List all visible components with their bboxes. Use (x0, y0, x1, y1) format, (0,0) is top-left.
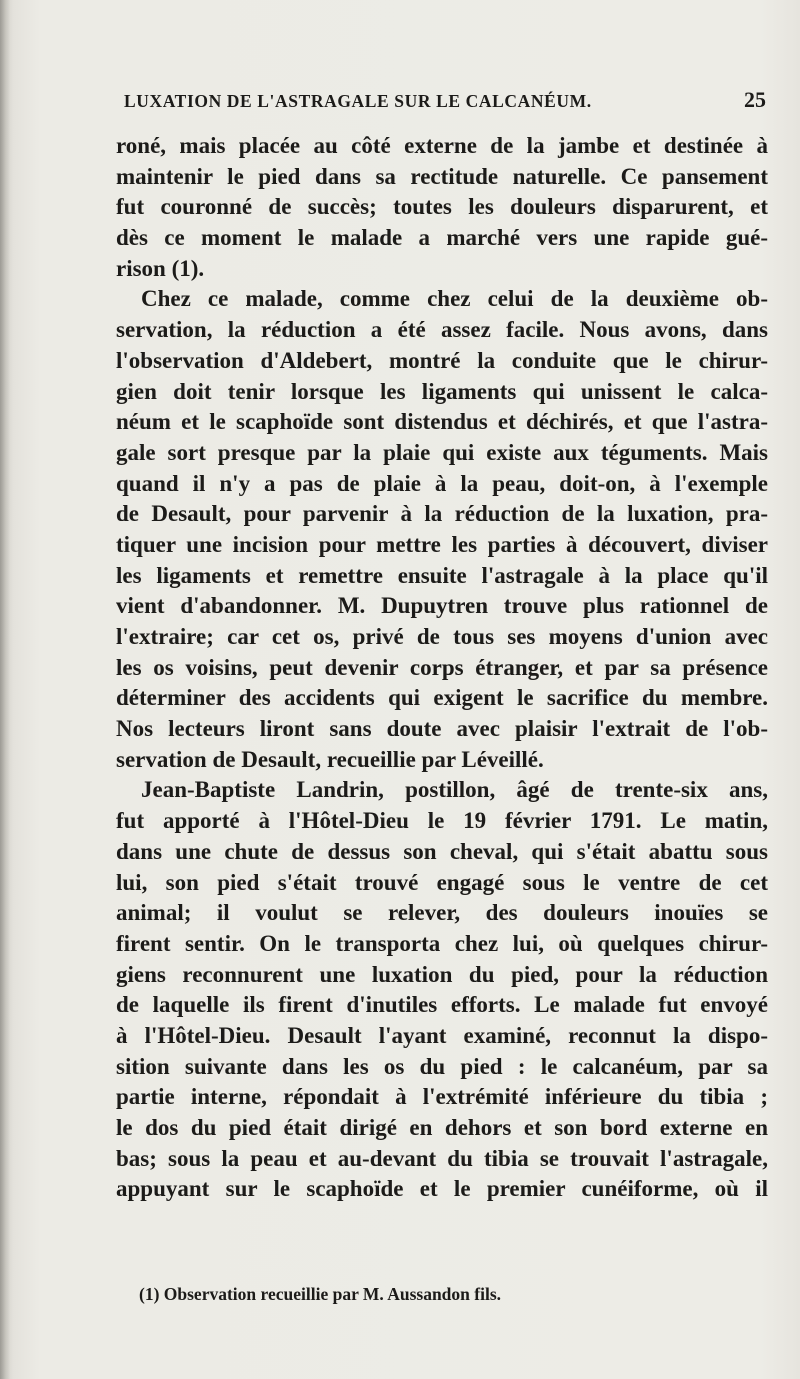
text-line: roné, mais placée au côté externe de la jambe et destinée à (116, 133, 768, 158)
text-line: Chez ce malade, comme chez celui de la deuxième ob- (141, 286, 768, 312)
text-line: Nos lecteurs liront sans doute avec plaisir l'extrait de l'ob- (116, 716, 768, 742)
page-gutter-shadow (0, 0, 10, 1379)
text-line: gien doit tenir lorsque les ligaments qui unissent le calca- (116, 378, 768, 404)
text-line: firent sentir. On le transporta chez lui, où quelques chirur- (116, 930, 768, 956)
text-line: Jean-Baptiste Landrin, postillon, âgé de trente-six ans, (141, 777, 768, 803)
text-line: tiquer une incision pour mettre les parties à découvert, diviser (116, 531, 768, 557)
text-line: dès ce moment le malade a marché vers une rapide gué- (116, 225, 768, 251)
text-line: l'extraire; car cet os, privé de tous ses moyens d'union avec (116, 624, 768, 649)
running-title: LUXATION DE L'ASTRAGALE SUR LE CALCANÉUM. (124, 91, 592, 111)
text-line: à l'Hôtel-Dieu. Desault l'ayant examiné, reconnut la dispo- (116, 1022, 768, 1048)
text-line: rison (1). (116, 255, 205, 281)
text-line: vient d'abandonner. M. Dupuytren trouve plus rationnel de (116, 593, 768, 619)
text-line: fut apporté à l'Hôtel-Dieu le 19 février 1791. Le matin, (116, 808, 768, 834)
text-line: partie interne, répondait à l'extrémité inférieure du tibia ; (116, 1084, 768, 1110)
text-line: déterminer des accidents qui exigent le sacrifice du membre. (116, 685, 768, 711)
text-line: giens reconnurent une luxation du pied, pour la réduction (116, 961, 768, 987)
page-number: 25 (744, 87, 766, 112)
text-line: les ligaments et remettre ensuite l'astragale à la place qu'il (116, 562, 768, 588)
running-header (124, 87, 766, 121)
text-line: sition suivante dans les os du pied : le calcanéum, par sa (116, 1053, 768, 1079)
text-line: dans une chute de dessus son cheval, qui s'était abattu sous (116, 838, 768, 864)
text-line: de laquelle ils firent d'inutiles efforts. Le malade fut envoyé (116, 992, 768, 1018)
text-line: le dos du pied était dirigé en dehors et son bord externe en (116, 1115, 768, 1140)
text-line: l'observation d'Aldebert, montré la conduite que le chirur- (116, 347, 768, 373)
footnote: (1) Observation recueillie par M. Aussandon fils. (139, 1284, 502, 1304)
text-line: néum et le scaphoïde sont distendus et déchirés, et que l'astra- (116, 409, 768, 435)
body-text (116, 131, 768, 1205)
text-line: gale sort presque par la plaie qui existe aux téguments. Mais (116, 439, 768, 465)
text-line: bas; sous la peau et au-devant du tibia se trouvait l'astragale, (116, 1145, 768, 1171)
text-line: appuyant sur le scaphoïde et le premier cunéiforme, où il (116, 1176, 768, 1202)
text-line: servation, la réduction a été assez facile. Nous avons, dans (116, 317, 768, 343)
text-line: de Desault, pour parvenir à la réduction de la luxation, pra- (116, 501, 768, 527)
text-line: maintenir le pied dans sa rectitude naturelle. Ce pansement (116, 163, 768, 189)
text-line: quand il n'y a pas de plaie à la peau, doit-on, à l'exemple (116, 470, 768, 496)
text-line: les os voisins, peut devenir corps étranger, et par sa présence (116, 654, 768, 680)
text-line: lui, son pied s'était trouvé engagé sous le ventre de cet (116, 869, 768, 895)
text-line: animal; il voulut se relever, des douleurs inouïes se (116, 900, 768, 926)
text-line: fut couronné de succès; toutes les douleurs disparurent, et (116, 194, 768, 220)
text-line: servation de Desault, recueillie par Léveillé. (116, 746, 544, 772)
